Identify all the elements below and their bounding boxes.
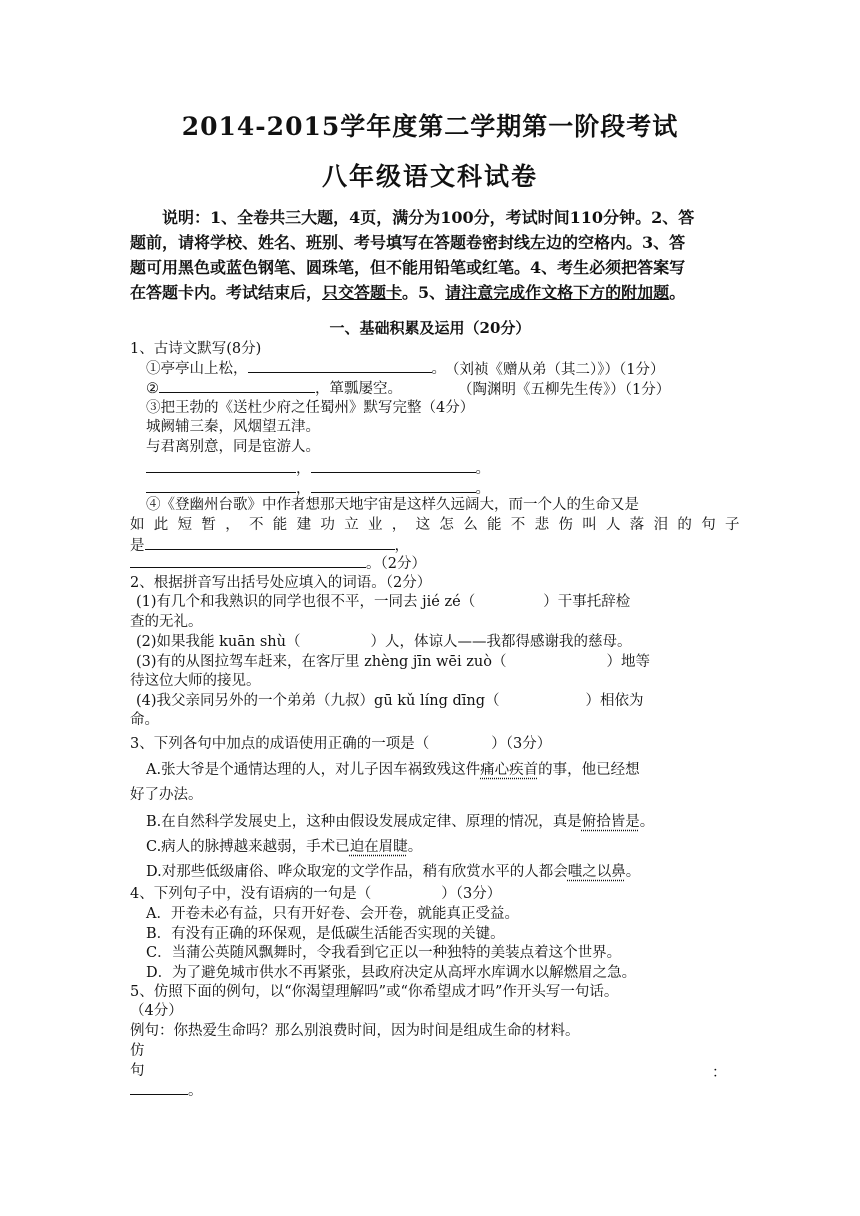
instructions-line-1: 说明：1、全卷共三大题，4页，满分为100分，考试时间110分钟。2、答 — [162, 208, 695, 227]
answer-blank[interactable] — [311, 458, 476, 473]
q4-option-a: A．开卷未必有益，只有开好卷、会开卷，就能真正受益。 — [146, 906, 519, 922]
q2-heading: 2、根据拼音写出括号处应填入的词语。（2分） — [130, 575, 432, 591]
section-heading: 一、基础积累及运用（20分） — [329, 319, 531, 337]
answer-blank[interactable] — [159, 378, 315, 393]
q1-item-2: ② ，箪瓢屡空。 — [146, 378, 402, 399]
q2-item-4-cont: 命。 — [130, 712, 159, 728]
dotted-idiom: 痛心疾首 — [480, 762, 539, 778]
q2-item-3-cont: 待这位大师的接见。 — [130, 673, 261, 689]
q3-option-d: D.对那些低级庸俗、哗众取宠的文学作品，稍有欣赏水平的人都会嗤之以鼻。 — [146, 864, 641, 880]
q2-item-3: (3)有的从图拉驾车赶来，在客厅里 zhèng jīn wēi zuò（ ）地等 — [136, 654, 650, 670]
q1-item-2-source: （陶渊明《五柳先生传》）（1分） — [458, 382, 671, 398]
answer-blank[interactable] — [311, 478, 476, 493]
dotted-idiom: 俯拾皆是 — [581, 814, 640, 830]
q4-option-c: C．当蒲公英随风飘舞时，令我看到它正以一种独特的美装点着这个世界。 — [146, 945, 622, 961]
q2-item-4: (4)我父亲同另外的一个弟弟（九叔）gū kǔ líng dīng（ ）相依为 — [136, 693, 644, 709]
q4-option-d: D．为了避免城市供水不再紧张，县政府决定从高坪水库调水以解燃眉之急。 — [146, 965, 637, 981]
q1-heading: 1、古诗文默写(8分) — [130, 341, 262, 357]
q5-heading: 5、仿照下面的例句，以“你渴望理解吗”或“你希望成才吗”作开头写一句话。 — [130, 984, 619, 1000]
q1-item-4-line-1: ④《登幽州台歌》中作者想那天地宇宙是这样久远阔大，而一个人的生命又是 — [146, 497, 639, 513]
q4-option-b: B．有没有正确的环保观，是低碳生活能否实现的关键。 — [146, 926, 505, 942]
q1-item-4-line-3: 是 ， — [130, 535, 409, 556]
instructions-line-4: 在答题卡内。考试结束后，只交答题卡。5、请注意完成作文格下方的附加题。 — [130, 283, 686, 302]
poem-blank-row-2: ， 。 — [146, 478, 490, 499]
q3-option-a-cont: 好了办法。 — [130, 787, 203, 803]
q2-item-2: (2)如果我能 kuān shù（ ）人，体谅人——我都得感谢我的慈母。 — [136, 634, 632, 650]
q5-example: 例句：你热爱生命吗？那么别浪费时间，因为时间是组成生命的材料。 — [130, 1023, 580, 1039]
instructions-line-2: 题前，请将学校、姓名、班别、考号填写在答题卷密封线左边的空格内。3、答 — [130, 233, 686, 252]
q1-item-4-line-4: 。（2分） — [130, 553, 426, 574]
q3-option-b: B.在自然科学发展史上，这种由假设发展成定律、原理的情况，真是俯拾皆是。 — [146, 814, 655, 830]
answer-card-note: 只交答题卡 — [322, 283, 403, 302]
q3-heading: 3、下列各句中加点的成语使用正确的一项是（ ）（3分） — [130, 736, 552, 752]
instructions — [130, 205, 728, 305]
q5-imitate-label-2: 句 — [130, 1063, 145, 1079]
instructions-line-3: 题可用黑色或蓝色钢笔、圆珠笔，但不能用铅笔或红笔。4、考生必须把答案写 — [130, 258, 686, 277]
q2-item-1-cont: 查的无礼。 — [130, 614, 203, 630]
q5-answer-line: 。 — [130, 1080, 203, 1101]
extra-question-note: 请注意完成作文格下方的附加题 — [445, 283, 670, 302]
q1-item-4-line-2: 如此短暂，不能建功立业，这怎么能不悲伤叫人落泪的句子 — [130, 517, 749, 533]
exam-subtitle: 八年级语文科试卷 — [321, 162, 538, 191]
q5-colon: ： — [712, 1065, 727, 1081]
q1-item-1: ①亭亭山上松， 。 — [146, 358, 446, 379]
poem-blank-row-1: ， 。 — [146, 458, 490, 479]
q3-option-c: C.病人的脉搏越来越弱，手术已迫在眉睫。 — [146, 839, 423, 855]
q5-score: （4分） — [130, 1003, 183, 1019]
answer-blank[interactable] — [146, 478, 296, 493]
answer-blank[interactable] — [130, 553, 366, 568]
answer-blank[interactable] — [248, 358, 432, 373]
exam-title: 2014-2015学年度第二学期第一阶段考试 — [181, 112, 679, 141]
q5-imitate-label-1: 仿 — [130, 1043, 145, 1059]
answer-blank[interactable] — [146, 458, 296, 473]
q4-heading: 4、下列句子中，没有语病的一句是（ ）（3分） — [130, 886, 502, 902]
q1-item-1-source: （刘祯《赠从弟（其二）》）（1分） — [445, 362, 665, 378]
q1-item-3: ③把王勃的《送杜少府之任蜀州》默写完整（4分） — [146, 400, 475, 416]
poem-line-1: 城阙辅三秦，风烟望五津。 — [146, 419, 320, 435]
dotted-idiom: 迫在眉睫 — [349, 839, 408, 855]
answer-blank[interactable] — [145, 535, 395, 550]
answer-blank[interactable] — [130, 1080, 188, 1095]
poem-line-2: 与君离别意，同是宦游人。 — [146, 439, 320, 455]
q3-option-a: A.张大爷是个通情达理的人，对儿子因车祸致残这件痛心疾首的事，他已经想 — [146, 762, 640, 778]
q2-item-1: (1)有几个和我熟识的同学也很不平，一同去 jié zé（ ）干事托辞检 — [136, 594, 631, 610]
dotted-idiom: 嗤之以鼻 — [567, 864, 626, 880]
